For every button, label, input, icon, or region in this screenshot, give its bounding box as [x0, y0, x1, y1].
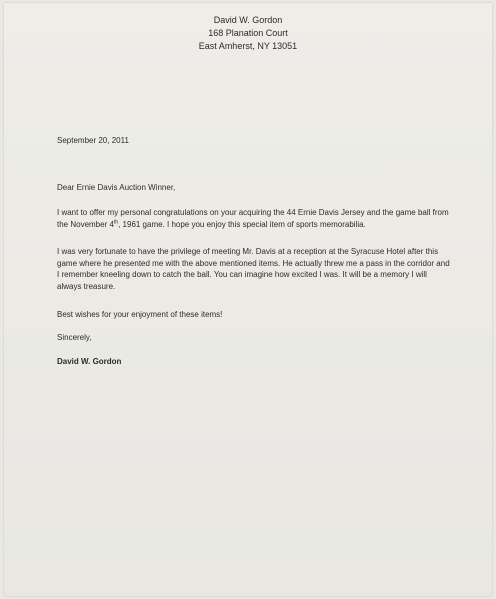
letter-date: September 20, 2011 — [57, 136, 129, 145]
signature-name: David W. Gordon — [57, 357, 122, 366]
salutation: Dear Ernie Davis Auction Winner, — [57, 183, 176, 192]
paragraph-congratulations — [57, 207, 452, 230]
sender-name: David W. Gordon — [213, 15, 283, 25]
sender-street: 168 Planation Court — [208, 28, 288, 38]
ordinal-suffix: th — [113, 218, 119, 225]
letterhead — [0, 14, 496, 53]
paragraph-congratulations-part1: I want to offer my personal congratulations on your acquiring the 44 Ernie Davis Jersey and the game ball from the November 4 — [57, 208, 449, 229]
paragraph-wishes: Best wishes for your enjoyment of these items! — [57, 310, 223, 319]
paragraph-story: I was very fortunate to have the privilege of meeting Mr. Davis at a reception at the Syracuse Hotel after this game where he presented me with the above mentioned items. He actually threw me a pass in the corridor and I remember kneeling down to catch the ball. You can imagine how excited I was. It will be a memory I will always treasure. — [57, 247, 450, 291]
paragraph-congratulations-part2: , 1961 game. I hope you enjoy this special item of sports memorabilia. — [118, 219, 366, 229]
letter-page — [4, 3, 492, 596]
sender-city: East Amherst, NY 13051 — [198, 41, 298, 51]
closing: Sincerely, — [57, 333, 92, 342]
